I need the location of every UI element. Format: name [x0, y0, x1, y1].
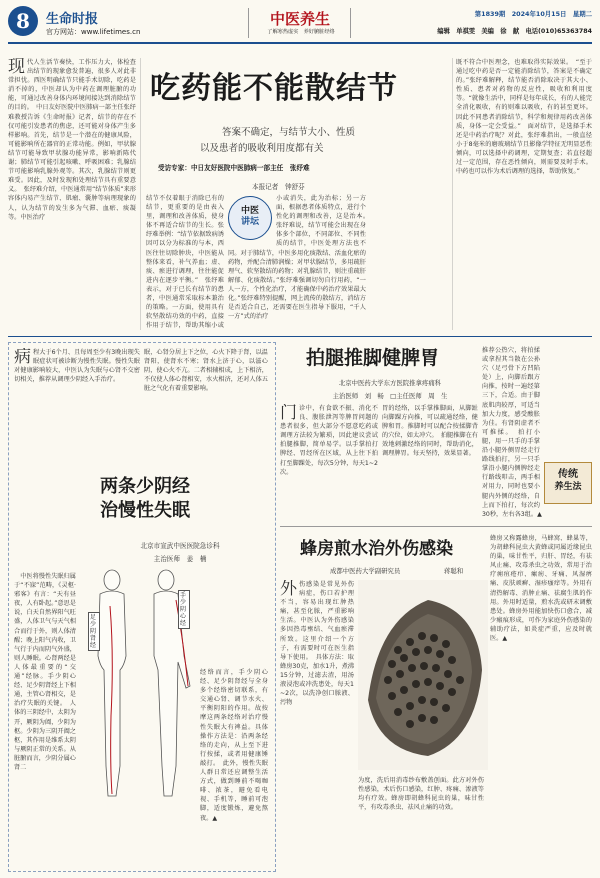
article2-affil: 北京市宣武中医医院急诊科 [140, 542, 220, 550]
article3-author: 主治医师 刘 畅 □主任医师 周 生 [332, 392, 448, 400]
article1-bottom-rule [8, 336, 592, 337]
article3-col1 [280, 404, 378, 520]
article1-col3 [228, 194, 366, 330]
article1-reporter: 本报记者 钟舒芬 [252, 183, 305, 191]
header-divider-left [248, 8, 249, 38]
article3-title: 拍腿推脚健脾胃 [306, 347, 440, 369]
issue-line: 第1839期 2024年10月15日 星期二 [474, 10, 592, 18]
article1-badge-line2: 讲坛 [240, 217, 259, 227]
article2-dropcap: 病 [14, 348, 31, 367]
article1-col-divider-2 [452, 58, 453, 330]
article1-col1 [8, 58, 136, 330]
article1-col1-text: 代人生活节奏快，工作压力大，体检查出结节的现象愈发普遍，很多人对此非常担忧。西医明确结节只能手术切除，吃药是消不掉的，中医却认为中药在调理脏腑的功能，可通过改善身体内环境间接达到消除结节的目的。 中日友好医院中医肺病一部主任张纾难教授告诉《生命时报》记者，结节的存在不仅可能引发患者的焦虑，还可能对身体产生多样影响。首先，结节是一个潜在的健康风险，可能影响所在器官的正常功能。例如，甲状腺结节可能导致甲状腺功能异常，影响新陈代谢；肺结节可能引起咳嗽、呼吸困难；乳腺结节可能影响乳腺外观等。其次，乳腺结节则更难受。因此，及时发现和处理结节具有重要意义。 张纾难介绍，中医通常用“结节体质”来形容体内易产生结节、肌瘤、囊肿等病理现象的人，认为结节的发生多为气滞、血瘀、痰凝等。中医治疗 [8, 59, 136, 221]
article1-badge-line1: 中医 [240, 206, 259, 216]
article4-col2: 为度，洗后用消毒纱布敷盖创面。此方对外伤性感染，术后伤口感染，红肿、疼痛、渗液等均有疗效。蜂房即胡蜂科昆虫的巢，味甘性平，有攻毒杀虫、祛风止痛的功效。 [358, 777, 484, 812]
article1-col2: 结节不仅着眼于消除已有的结节，更重要的是由表入里，调理和改善体质，使身体不再适合结节的生长。张纾难举例：“结节依据致病诱因可以分为标准的与本，西医往往切除肿块，中医能从整体来看，补气养血；虚、痰、瘀进行调理，往往能促进内在逐步平衡。” 张纾难表示，对于已长有结节的患者，中医通常采取标本兼治的策略。一方面，使用具有软坚散结功效的中药，直接作用于结节，帮助其缩小或 [146, 195, 224, 330]
honeycomb-photo [358, 580, 488, 770]
article1-subtitle-1: 答案不确定，与结节大小、性质 [222, 127, 356, 138]
article3-dropcap: 门 [280, 404, 297, 423]
editor-line: 编辑 单祺雯 美编 徐 献 电话(010)65363784 [437, 28, 592, 35]
article1-expert: 受访专家：中日友好医院中医肺病一部主任 张纾难 [158, 164, 310, 172]
article4-col1-text: 伤感染是常见外伤病症，伤口若护理不当，容易出现红肿热痛，甚至化脓，严重影响生活。中医认为外伤感染多因热毒壅结、气血瘀滞所致。这里介绍一个方子，有需要时可在医生指导下使用。 具体方法：取蜂房30克，加水1升，煮沸15分钟，过滤去渣，用汤液浸泡或冲洗患处，每天1~2次，以洗净创口脓液、污物 [280, 581, 354, 707]
article4-col3: 蜂房又称露蜂房，马蜂窝、蜂巢等，为胡蜂科昆虫大黄蜂或同属近缘昆虫的巢，味甘性平，归肝、胃经，有祛风止痛、攻毒杀虫之功效，常用于治疗痈疽疮疖、瘰疬、牙痛、风湿痹痛、皮肤顽癣、湿疹瘙痒等。外用有清热解毒、消肿止痛、祛腐生肌的作用。外用时适量，煎水洗或研末调敷患处。蜂房外用能加快伤口愈合，减少瘢痕形成，可作为家庭外伤感染的辅助疗法，如炎症严重，应及时就医。▲ [490, 535, 592, 643]
article4-affil: 成都中医药大学副研究员 [330, 567, 401, 575]
article3-col1-text: 诊中，有食欲不振、消化不良、腹胀泄泻等脾胃问题的患者很多，但大部分不愿意吃药或调理方法较为繁琐，因此建议尝试拍腿推脚，简单易学。以手掌拍打脾经、胃经所在区域，从上往下拍打至脚踝处，每次5分钟，每天1~2次。 [280, 405, 378, 476]
article2-col1 [14, 348, 140, 440]
article4-title: 蜂房煎水治外伤感染 [300, 539, 453, 559]
article1-col4-right: 既不符合中医理念，也难取得实际效果。 “至于通过吃中药是否一定能消除结节，答案是不确定的。”张纾难解释，结节能否消除取决于其大小、性质、患者对药物的反应性，吸收和利用度等。“就像生活中，同样是每年成长，有的人能完全消化吸收，有的则难以吸收，有的甚至更坏。因此不同患者消除结节，科学和规律用药改善体质，身体一定会受益。” 面对结节，是选择手术还是中药治疗呢？对此，张纾难指出，一般直径小于8毫米的磨玻璃结节且影像学特征无明显恶性倾向，可以选择中药调理，定期复查；若直径超过一定范围，存在恶性倾向，则需要及时手术。中药也可以作为术后调理的选择，帮助恢复。” [456, 59, 592, 176]
article1-badge [228, 196, 272, 240]
website-link[interactable]: 官方网站：www.lifetimes.cn [46, 28, 141, 36]
article3-affil: 北京中医药大学东方医院推拿疼痛科 [338, 379, 442, 387]
article3-badge-line2: 养生法 [554, 482, 582, 492]
article2-col2: 眠，心肾分居上下之位，心火下降于肾，以温肾阳，使肾水不寒；肾水上济于心，以滋心阴，使心火不亢。二者相辅相成，上下相济，不仅使人体心肾相安，水火相济，还对人体五脏之气化有着重要影响。 [144, 349, 268, 393]
page-number-badge: 8 [8, 6, 38, 36]
article2-col1-text: 程大于6个月、且每周至少有3晚出现失眠症状可被诊断为慢性失眠。慢性失眠对健康影响较大，中医认为失眠与心肾不交密切相关，推荐从调理少阴经入手治疗。 [14, 349, 140, 384]
article2-col4: 经络而言，手少阴心经、足少阴肾经与全身多个经络密切联系，有交通心肾、调节水火、平衡阴阳的作用。故按摩这两条经络对治疗慢性失眠大有裨益。具体操作方法是：沿两条经络的走向，从上至下进行按揉，或者用健康锤敲打。 此外，慢性失眠人群日常还应调整生活方式，做到睡前不喝咖啡、浓茶，避免看电视、手机等，睡前可泡脚，适度锻炼，避免熬夜。▲ [200, 669, 268, 822]
label-kidney-meridian: 足少阴肾经 [88, 612, 100, 651]
section-title: 中医养生 [269, 10, 330, 28]
article2-title-1: 两条少阴经 [100, 476, 190, 497]
paper-name: 生命时报 [46, 12, 99, 27]
article1-title: 吃药能不能散结节 [150, 71, 398, 106]
article1-col3-text: 小或消失，此为治标；另一方面，根据患者体质特点，进行个性化的调理和改善，这是治本。 张纾难说，结节可能会出现在身体多个部位，不同部位、不同性质的结节，中医处理方法也不同。对于肺结节，中医多用化痰散结、活血化瘀的药物，并配合清肺润燥；对甲状腺结节，多用疏肝理气、软坚散结的药物；对乳腺结节，则注重疏肝解郁、化痰散结。”张纾难强调切勿自行用药，“一人一方，个性化治疗，才能确保中药治疗效果最大化。”张纾难特别提醒，网上流传的散结方，消结方是否适合自己，还需要在医生指导下服用，“千人一方”式的治疗 [228, 195, 366, 321]
article3-col3 [482, 346, 592, 520]
header-divider-right [350, 8, 351, 38]
article1-subtitle-2: 以及患者的吸收利用度都有关 [200, 143, 324, 154]
section-slogan: 了解寒热虚实 养好腑脏经络 [267, 29, 335, 35]
article4-author: 蒋聪和 [444, 567, 464, 575]
article4-col1 [280, 580, 354, 864]
article4-dropcap: 外 [280, 580, 297, 599]
header-rule [8, 42, 592, 44]
article1-col-divider-1 [140, 58, 141, 330]
article3-badge [544, 462, 592, 504]
article3-badge-line1: 传统 [558, 469, 578, 480]
article2-author: 主治医师 姜 楠 [153, 555, 207, 563]
article1-dropcap: 现 [8, 58, 25, 77]
article3-col3-text: 推荐公热穴，将拍揉或拿捏其当散在公孙穴（足弓骨下方凹陷处）上，向脚后跟方向推，按时一遍经第三下，合适。由于脚底肌肉较厚，可适当加大力度，感受酸胀为佳。有肾阴虚者不可推揉。 拍打小腿，用一只手的手掌沿小腿外侧胃经走行路线拍打，另一只手掌沿小腿内侧脾经走行路线叩击，两手相对用力，同时也要小腿内外侧的经络，自上而下拍打，每次约30秒，左右各3组。▲ [482, 347, 542, 518]
article2-col3: 中医将慢性失眠归属于“不寐”范畴，《灵枢·邪客》有言：“天有昼夜，人有卧起。”意思是说，白天自然界阳气旺盛，人体卫气与天气相合而行于外，则人体清醒；晚上阳气内收，卫气行于内而阴气外盛，则人睡眠。心肾两经是人体最重要的“交通”经脉。手少阴心经、足少阴肾经上下相通，主管心肾相交，是治疗失眠的关键。 人体的三阴经中，太阴为开，厥阴为阖，少阴为枢。少阴为三阴开阖之枢，其作用是维系太阴与厥阴正常的关系。从脏腑而言，少阴分属心肾二 [14, 573, 76, 771]
article3-col2: 胃的经络，以手掌推脚面，从脚趾向脚踝方向推，可以疏通经络，健脾和胃。推脚时可以配合按揉脚背的穴位，如太冲穴。 拍腿推脚在有效地刺激经络的同时，帮助消化，调理脾胃。每天坚持，效果显著。 [382, 405, 478, 458]
label-heart-meridian: 手少阴心经 [178, 590, 190, 629]
article3-bottom-rule [280, 526, 592, 527]
article2-title-2: 治慢性失眠 [100, 500, 190, 521]
